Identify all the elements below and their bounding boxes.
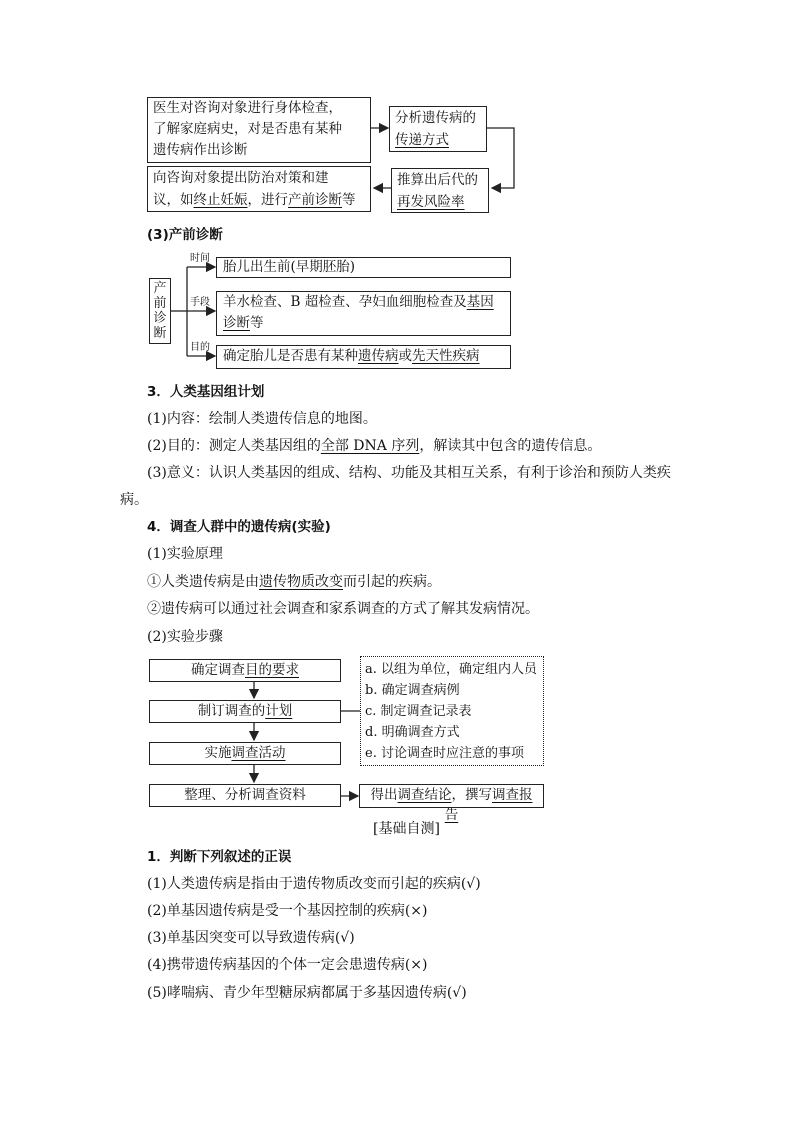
box-text: 分析遗传病的 (395, 110, 476, 126)
hgp-heading: 3．人类基因组计划 (147, 384, 265, 400)
exam-diagnosis-box (147, 97, 371, 163)
transmission-box (389, 106, 487, 152)
text: ，解读其中包含的遗传信息。 (419, 438, 602, 454)
prenatal-time-box: 胎儿出生前(早期胚胎) (216, 257, 511, 278)
question-heading: 1．判断下列叙述的正误 (147, 849, 292, 865)
step-4-box: 整理、分析调查资料 (149, 784, 341, 807)
text: 先天性疾病 (412, 348, 480, 364)
text: (2)目的：测定人类基因组的 (147, 438, 321, 454)
text: 遗传物质改变 (259, 574, 343, 590)
steps-heading: (2)实验步骤 (147, 629, 223, 645)
text: 而引起的疾病。 (343, 574, 441, 590)
text: 调查报告 (444, 787, 533, 823)
prenatal-means-box (216, 291, 511, 336)
text: 诊断 (223, 315, 250, 331)
text: 基因 (466, 294, 494, 310)
text: 或 (398, 348, 412, 364)
box-text: 向咨询对象提出防治对策和建 (153, 170, 329, 186)
text: 确定胎儿是否患有某种 (223, 348, 358, 364)
text: 实施 (204, 745, 232, 761)
prenatal-heading: (3)产前诊断 (147, 227, 223, 243)
step-1-box (149, 659, 341, 682)
self-test-heading: [基础自测] (373, 821, 440, 837)
box-text (223, 292, 504, 313)
survey-heading: 4．调查人群中的遗传病(实验) (147, 519, 331, 535)
box-text: 了解家庭病史，对是否患有某种 (153, 121, 342, 137)
box-text: 推算出后代的 (397, 172, 478, 188)
hgp-meaning-line1: (3)意义：认识人类基因的组成、结构、功能及其相互关系，有利于诊治和预防人类疾 (147, 465, 671, 481)
judgement-item: (1)人类遗传病是指由于遗传物质改变而引起的疾病(√) (147, 876, 481, 892)
hgp-content: (1)内容：绘制人类遗传信息的地图。 (147, 411, 377, 427)
box-text: 再发风险率 (397, 194, 465, 210)
label-purpose: 目的 (190, 342, 210, 353)
hgp-meaning-line2: 病。 (120, 492, 148, 508)
label-time: 时间 (190, 253, 210, 264)
plan-items-box (360, 656, 544, 766)
box-text (223, 313, 504, 334)
plan-item: a. 以组为单位，确定组内人员 (365, 662, 538, 677)
text: 目的要求 (245, 662, 299, 678)
plan-item: d. 明确调查方式 (365, 725, 460, 740)
advice-box (147, 166, 371, 212)
prenatal-root-box: 产前诊断 (149, 278, 171, 344)
judgement-item: (3)单基因突变可以导致遗传病(√) (147, 930, 355, 946)
hgp-purpose (147, 435, 601, 457)
prenatal-purpose-box (216, 345, 511, 369)
principle-heading: (1)实验原理 (147, 546, 223, 562)
text: 确定调查 (191, 662, 245, 678)
text: 得出 (370, 787, 398, 803)
text: 终止妊娠 (193, 192, 248, 208)
principle-1 (147, 571, 441, 593)
plan-item: c. 制定调查记录表 (365, 704, 472, 719)
text: 产前诊断 (288, 192, 342, 208)
text: ①人类遗传病是由 (147, 574, 259, 590)
step-3-box (149, 742, 341, 765)
judgement-item: (4)携带遗传病基因的个体一定会患遗传病(×) (147, 957, 428, 973)
plan-item: e. 讨论调查时应注意的事项 (365, 746, 524, 761)
text: 全部 DNA 序列 (320, 438, 420, 454)
text: 制订调查的 (197, 703, 266, 719)
text: 羊水检查、B 超检查、孕妇血细胞检查及 (223, 294, 467, 310)
text: 等 (342, 192, 356, 208)
text: 调查结论 (397, 787, 452, 803)
box-text: 传递方式 (395, 132, 449, 148)
step-2-box (149, 700, 341, 723)
text: 调查活动 (231, 745, 286, 761)
box-text: 遗传病作出诊断 (153, 142, 248, 158)
text: ，撰写 (451, 787, 492, 803)
text: 议，如 (153, 192, 194, 208)
judgement-item: (5)哮喘病、青少年型糖尿病都属于多基因遗传病(√) (147, 985, 467, 1001)
plan-item: b. 确定调查病例 (365, 683, 460, 698)
risk-box (391, 168, 489, 213)
text: 遗传病 (358, 348, 399, 364)
box-text: 医生对咨询对象进行身体检查， (153, 100, 342, 116)
principle-2: ②遗传病可以通过社会调查和家系调查的方式了解其发病情况。 (147, 601, 539, 617)
result-box (359, 784, 544, 823)
text: 计划 (265, 703, 293, 719)
text: ，进行 (247, 192, 288, 208)
text: 等 (250, 315, 264, 331)
label-means: 手段 (190, 297, 210, 308)
judgement-item: (2)单基因遗传病是受一个基因控制的疾病(×) (147, 903, 428, 919)
box-text (153, 189, 365, 211)
